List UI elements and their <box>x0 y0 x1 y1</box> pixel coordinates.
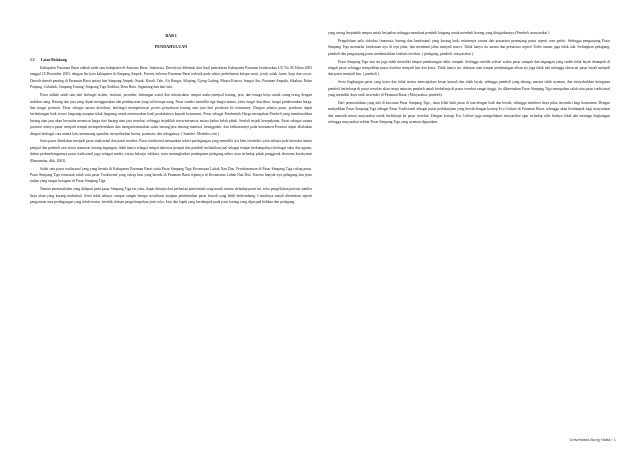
paragraph: Jenis pasar dibedakan menjadi pasar tradisional dan pasar modern. Pasar tradisional merupakan sektor perdagangan yang memiliki sisi khas tersendiri yaitu adanya pola interaksi antara penjual dan pembeli saat tawar menawar barang dagangan, tidak hanya sebagai tempat aktivitas penjual dan pembeli melakukan jual sebagai tempat berkumpulnya berbagai suku dan agama, dalam perkembangannya pasar tradisional juga sebagai media wisata belanja, edukasi, serta meningkatkan pendapatan pedagang mikro atau terhadap pihak penggerak ekonomi kerakyatan (Baruamian, dkk, 2003). <box>30 139 312 163</box>
paragraph: Kabupaten Pasaman Barat adalah salah satu kabupaten di Sumatra Barat, Indonesia. Daerah ini dibentuk dari hasil pemekaran Kabupaten Pasaman berdasarkan UU No.38 Tahun 2003 tanggal 18 Desember 2003, dengan ibu kota kabupaten di Simpang Ampek. Potensi terbesar Pasaman Barat terletak pada sektor perkebunan kelapa sawit, jeruk, salak, karet, kopi dan cocoa. Daerah-daerah penting di Pasaman Barat antara lain Simpang Ampek, Sasak, Kinali, Talu, Air Bangis, Silaping, Ujung Gading, Muara Kiawai, Sungai Aur, Paraman Ampalu, Sikabau, Pulau Panjang, Cubadak, Simpang Tonang, Simpang Tiga Andilau, Desa Baru, Sigantang dan lain-lain. <box>30 66 312 90</box>
section-title: Latar Belakang <box>40 58 67 62</box>
paragraph: Serta lingkungan pasar yang kotor dan tidak teratur menciptakan kesan kumuh dan tidak layak, sehingga pembeli yang datang, merasa tidak nyaman, dan menyebabkan keinginan pembeli berbelanja di pasar tersebut akan tetapi antusias pembeli untuk berbelanja di pasar tersebut sangat tinggi, itu dikarenakan Pasar Simpang Tiga merupakan salah satu pasar tradisional yang memiliki daya tarik tersendiri di Pasaman Barat. (Masyarakat, pembeli). <box>328 80 610 98</box>
paragraph: Dari permasalahan yang ada di kawasan Pasar Simpang Tiga , akan lebih baik pasar di tata dengan baik dan bersih, sehingga memberi daya pikat tersendiri bagi konsumen. Dengan menjadikan Pasar Simpang Tiga sebagai Pasar Tradisional sebagai pusat perbelanjaan yang bersih dengan konsep Eco Culture di Pasaman Barat, sehingga akan berdampak bagi masyarakat dan menarik minat masyarakat untuk berbelanja ke pasar tersebut. Dengan konsep Eco Culture juga mengedukasi masyarakat agar terhadap nilai budaya lokal dan menjaga lingkungan sehingga masyarakat sekitar Pasar Simpang Tiga yang nyaman digunakan. <box>328 101 610 125</box>
paragraph: Salah satu pasar tradisional yang yang berada di Kabupaten Pasaman Barat yaitu Pasar Simpang Tiga Kecamatan Luhak Nan Duo. Perekonomian di Pasar Simpang Tiga cukup pesat. Pasar Simpang Tiga termasuk salah satu pasar Tradisional yang cukup luas yang berada di Pasaman Barat tepatnya di Kecamatan Luhak Nan Duo. Karena banyak nya pedagang dan jenis jualan yang sangat beragam di Pasar Simpang Tiga. <box>30 166 312 184</box>
paragraph: Pengelolaan pola sirkulasi (manusia, barang dan kendaraan) yang kurang baik, minimnya sarana dan prasarana penunjang pasar seperti area parkir. Sehingga pengunjung Pasar Simpang Tiga memarkir kendaraan nya di tepi jalan, dan membuat jalan menjadi macet. Tidak hanya itu sarana dan prasarana seperti Toilet umum juga tidak ada. Sedangkan pedagang, pembeli dan pengunjung pasar membutuhkan fasilitas tersebut. ( pedagang, pembeli, masyarakat ). <box>328 38 610 56</box>
paragraph: Namun permasalahan yang didapati pada pasar Simpang Tiga ini yaitu, dapat ditinjau dari perhatian pemerintah yang masih minim terhadap pasar ini, serta pengelolaan potensi sumber daya alam yang kurang maksimal. Serta tidak adanya campur tangan berupa sosialisasi ataupun pembenahan pasar kearah yang lebih berkembang. Contohnya masih ditemukan seperti pengaturan area perdagangan yang tidak teratur, keridak jelasan pengelompokan jenis toko, kios dan lapak yang berdampak pada jenis barang yang diperjual belikan dan pedagang <box>30 187 312 205</box>
chapter-number: BAB I <box>165 33 177 38</box>
left-column <box>30 30 312 432</box>
paragraph: yang sering berpindah tempat untuk berjualan sehingga membuat pembeli bingung untuk membeli barang yang diinginkannya (Pembeli, masyarakat ). <box>328 31 551 35</box>
paragraph: Pasar adalah salah satu dari berbagai sistem, institusi, prosedur, hubungan sosial dan infrastruktur tempat usaha menjual barang, jasa, dan tenaga kerja untuk orang-orang dengan imbalan uang. Barang dan jasa yang dijual menggunakan alat pembayaran yang sah berupa uang. Pasar sendiri memiliki tiga fungsi utama, yaitu fungsi distribusi, fungsi pembentukan harga, dan fungsi promosi. Pasar sebagai sarana distribusi, berfungsi memperlancar proses penyaluran barang atau jasa dari produsen ke konsumen. Dengan adanya pasar, produsen dapat berhubungan baik secara langsung maupun tidak langsung untuk menawarkan hasil produksinya kepada konsumen. Pasar sebagai Pembentuk Harga merupakan Pembeli yang membutuhkan barang atau jasa akan berusaha menawar harga dari barang atau jasa tersebut, sehingga terjadilah tawar-menawar antara kedua belah pihak. Setelah terjadi kesepakatan. Pasar sebagai sarana promosi artinya pasar menjadi tempat memperkenalkan dan menginformasikan suatu barang/jasa tentang manfaat, keunggulan, dan kekhasannya pada konsumen.Promosi dapat dilakukan dengan berbagai cara antara lain, memasang spanduk, menyebarkan brosur, pameran, dan sebagainya. ( Sumber: Menteks.com ) <box>30 93 312 136</box>
chapter-title: PENDAHULUAN <box>154 44 188 49</box>
page-footer: Universitas Bung Hatta / 1 <box>569 437 616 442</box>
paragraph: Pasar Simpang Tiga saat ini juga tidak memiliki tempat pembuangan akhir sampah. Sehingga setelah selesai waktu pasar sampah dan dagangan yang sudah tidak layak ditumpuk di tengah pasar sehingga menjadikan pasar tersebut menjadi bau dan kotor. Tidak hanya itu, drainase atau tempat pembuangan aliran air juga tidak ada sehingga aliran air pasar basah menjadi dan pasar menjadi bau. ( pembeli ). <box>328 59 610 77</box>
two-column-body <box>30 30 610 432</box>
right-column <box>328 30 610 432</box>
section-number: 1.1 <box>30 58 35 62</box>
section-heading <box>30 58 312 62</box>
